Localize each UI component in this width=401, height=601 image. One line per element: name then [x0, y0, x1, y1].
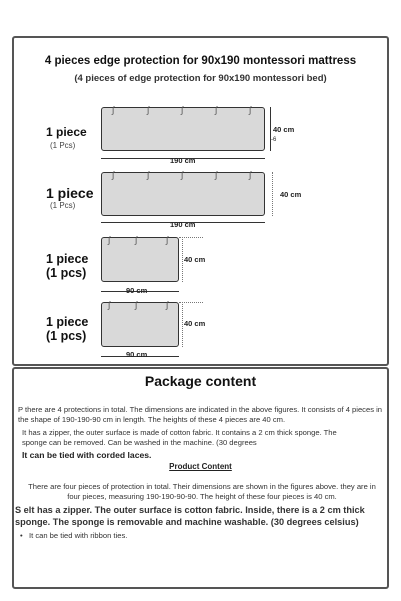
piece-4-width: 90 cm	[126, 350, 148, 359]
piece-2-height: 40 cm	[280, 190, 302, 199]
tie-icon: ∫	[108, 235, 111, 245]
bullet-dot: •	[20, 531, 23, 540]
tie-icon: ∫	[112, 105, 115, 115]
height-dimension-line	[270, 107, 271, 151]
tie-icon: ∫	[108, 300, 111, 310]
tie-icon: ∫	[166, 235, 169, 245]
tie-icon: ∫	[181, 105, 184, 115]
tie-icon: ∫	[166, 300, 169, 310]
piece-3-height: 40 cm	[184, 255, 206, 264]
tie-icon: ∫	[112, 170, 115, 180]
piece-1-sub: (1 Pcs)	[50, 141, 76, 150]
section-heading: Package content	[144, 373, 257, 389]
page-title: 4 pieces edge protection for 90x190 montessori mattress	[44, 55, 357, 67]
piece-1-label: 1 piece	[46, 125, 87, 139]
paragraph-2: It has a zipper, the outer surface is made of cotton fabric. It contains a 2 cm thick sponge. The sponge can be removed. Can be washed in the machine. (30 degrees	[22, 428, 337, 447]
piece-4-sub: (1 pcs)	[46, 329, 87, 343]
piece-4-label: 1 piece	[46, 315, 89, 329]
piece-1-width: 190 cm	[170, 156, 196, 165]
paragraph-4: There are four pieces of protection in total. Their dimensions are shown in the figures above. they are in four pieces, measuring 190-190-90-90. The height of these four pieces is 40 cm.	[28, 482, 376, 501]
tie-icon: ∫	[135, 300, 138, 310]
piece-2-width: 190 cm	[170, 220, 196, 229]
paragraph-5: S elt has a zipper. The outer surface is cotton fabric. Inside, there is a 2 cm thick sponge. The sponge is removable and machine washable. (30 degrees celsius)	[15, 505, 365, 527]
piece-2-label: 1 piece	[46, 185, 94, 201]
tie-icon: ∫	[249, 105, 252, 115]
package-frame	[12, 367, 389, 589]
piece-3-width: 90 cm	[126, 286, 148, 295]
tie-icon: ∫	[249, 170, 252, 180]
piece-1-tag: -6	[271, 137, 277, 143]
paragraph-3: It can be tied with corded laces.	[22, 450, 152, 460]
tie-icon: ∫	[215, 170, 218, 180]
piece-3-sub: (1 pcs)	[46, 266, 87, 280]
product-content-heading: Product Content	[169, 462, 232, 471]
height-dimension-line	[272, 172, 273, 216]
page-subtitle: (4 pieces of edge protection for 90x190 montessori bed)	[74, 73, 327, 84]
height-dimension-line	[182, 237, 183, 282]
tie-icon: ∫	[147, 170, 150, 180]
height-dimension-line	[182, 302, 183, 347]
tie-icon: ∫	[181, 170, 184, 180]
piece-2-sub: (1 Pcs)	[50, 201, 76, 210]
bullet-text: It can be tied with ribbon ties.	[29, 531, 128, 540]
tie-icon: ∫	[147, 105, 150, 115]
paragraph-1: P there are 4 protections in total. The dimensions are indicated in the above figures. It consists of 4 pieces in the shape of 190-190-90 cm in length. The heights of these 4 pieces are 40 cm.	[18, 405, 383, 424]
tie-icon: ∫	[135, 235, 138, 245]
piece-4-height: 40 cm	[184, 319, 206, 328]
piece-1-height: 40 cm	[273, 125, 295, 134]
tie-icon: ∫	[215, 105, 218, 115]
piece-3-label: 1 piece	[46, 252, 89, 266]
